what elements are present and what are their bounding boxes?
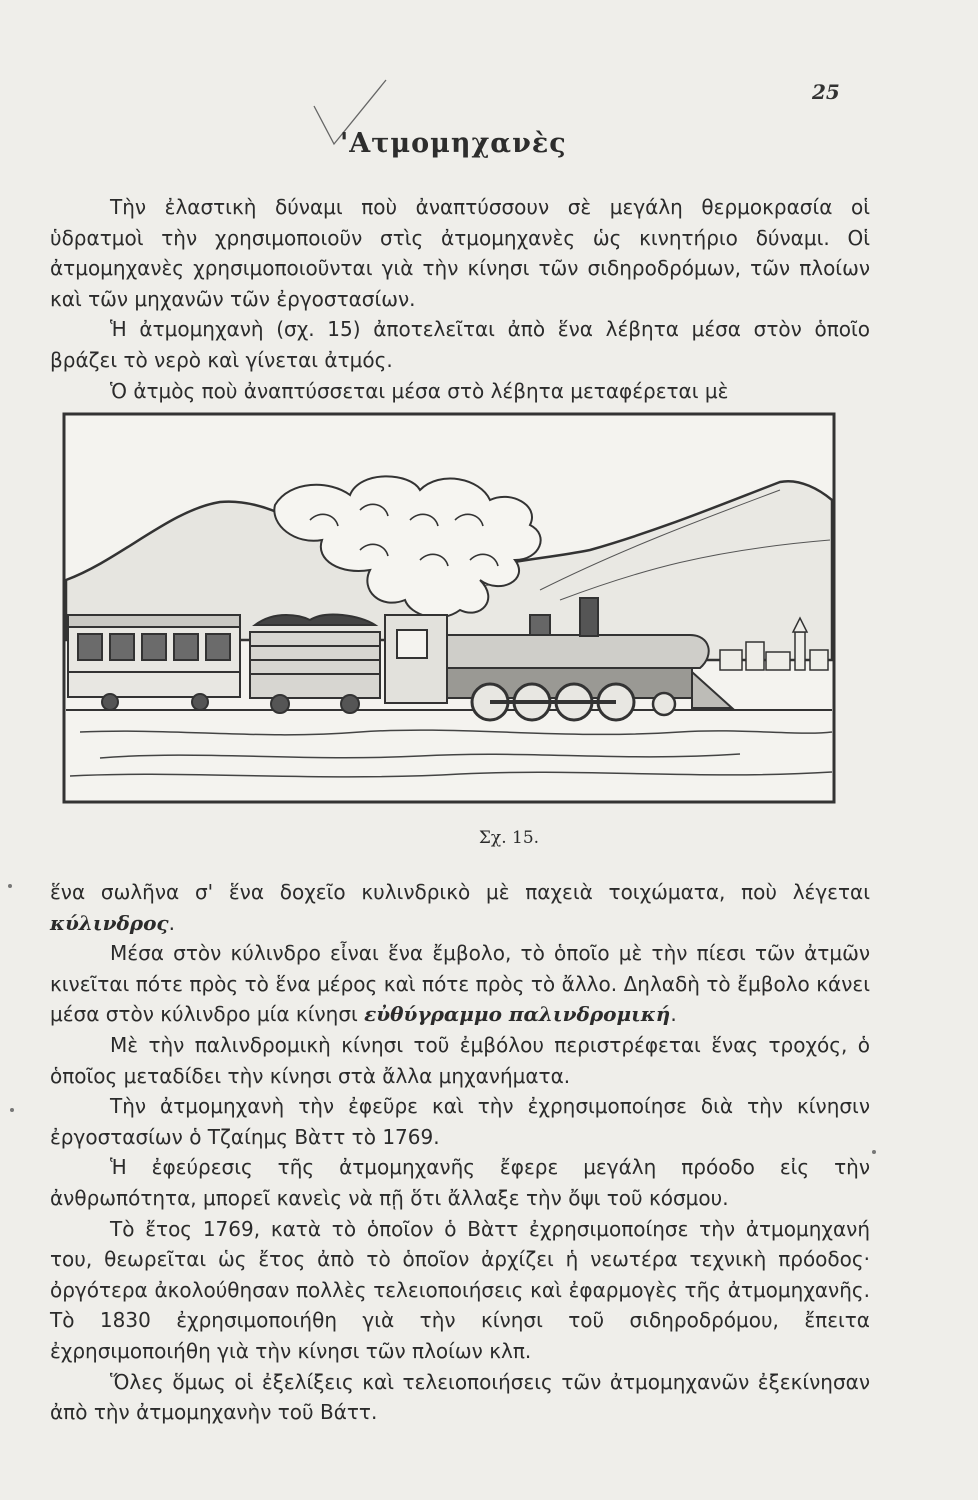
figure-caption: Σχ. 15. xyxy=(478,828,540,848)
margin-mark xyxy=(8,884,12,888)
paragraph-boiler: Ἡ ἀτμομηχανὴ (σχ. 15) ἀποτελεῖται ἀπὸ ἕνα λέβητα μέσα στὸν ὁποῖο βράζει τὸ νερὸ καὶ γίνεται ἀτμός. xyxy=(50,317,870,372)
cylinder-text-end: . xyxy=(168,910,175,935)
paragraph-steam: Ὁ ἀτμὸς ποὺ ἀναπτύσσεται μέσα στὸ λέβητα μεταφέρεται μὲ xyxy=(110,378,729,403)
paragraph-evolution: Ὅλες ὅμως οἱ ἐξελίξεις καὶ τελειοποιήσεις τῶν ἀτμομηχανῶν ἐξεκίνησαν ἀπὸ τὴν ἀτμομηχανὴν τοῦ Βάττ. xyxy=(50,1369,870,1425)
top-text-block xyxy=(50,192,870,406)
paragraph-1769: Τὸ ἔτος 1769, κατὰ τὸ ὁποῖον ὁ Βὰττ ἐχρησιμοποίησε τὴν ἀτμομηχανή του, θεωρεῖται ὡς ἔτος ἀπὸ τὸ ὁποῖον ἀρχίζει ἡ νεωτέρα τεχνικὴ πρόοδος· ὀργότερα ἀκολούθησαν πολλὲς τελειοποιήσεις καὶ ἐφαρμογὲς τῆς ἀτμομηχανῆς. Τὸ 1830 ἐχρησιμοποιήθη γιὰ τὴν κίνησι τοῦ σιδηροδρόμου, ἔπειτα ἐχρησιμοποιήθη γιὰ τὴν κίνησι τῶν πλοίων κλπ. xyxy=(50,1216,870,1363)
bottom-text-block xyxy=(50,877,870,1428)
paragraph-progress: Ἡ ἐφεύρεσις τῆς ἀτμομηχανῆς ἔφερε μεγάλη πρόοδο εἰς τὴν ἀνθρωπότητα, μπορεῖ κανεὶς νὰ πῇ ὅτι ἄλλαξε τὴν ὄψι τοῦ κόσμου. xyxy=(50,1155,870,1210)
term-cylinder: κύλινδρος xyxy=(50,910,169,935)
page-title: 'Ατμομηχανὲς xyxy=(340,128,567,159)
margin-mark xyxy=(872,1150,876,1154)
locomotive-illustration xyxy=(60,410,846,808)
passenger-car xyxy=(68,615,240,710)
margin-mark xyxy=(10,1108,14,1112)
paragraph-intro: Τὴν ἐλαστικὴ δύναμι ποὺ ἀναπτύσσουν σὲ μεγάλη θερμοκρασία οἱ ὑδρατμοὶ τὴν χρησιμοποιοῦν στὶς ἀτμομηχανὲς ὡς κινητήριο δύναμι. Οἱ ἀτμομηχανὲς χρησιμοποιοῦνται γιὰ τὴν κίνησι τῶν σιδηροδρόμων, τῶν πλοίων καὶ τῶν μηχανῶν τῶν ἐργοστασίων. xyxy=(50,195,870,311)
piston-text: Μέσα στὸν κύλινδρο εἶναι ἕνα ἔμβολο, τὸ ὁποῖο μὲ τὴν πίεσι τῶν ἀτμῶν κινεῖται πότε πρὸς τὸ ἕνα μέρος καὶ πότε πρὸς τὸ ἄλλο. Δηλαδὴ τὸ ἔμβολο κάνει μέσα στὸν κύλινδρο μία κίνησι xyxy=(50,941,870,1027)
cylinder-text: ἕνα σωλῆνα σ' ἕνα δοχεῖο κυλινδρικὸ μὲ παχειὰ τοιχώματα, ποὺ λέγεται xyxy=(50,880,870,904)
paragraph-wheel: Μὲ τὴν παλινδρομικὴ κίνησι τοῦ ἐμβόλου περιστρέφεται ἕνας τροχός, ὁ ὁποῖος μεταδίδει τὴν κίνησι στὰ ἄλλα μηχανήματα. xyxy=(50,1032,870,1088)
paragraph-piston xyxy=(50,938,870,1030)
paragraph-cylinder xyxy=(50,877,870,938)
paragraph-watt-invention: Τὴν ἀτμομηχανὴ τὴν ἐφεῦρε καὶ τὴν ἐχρησιμοποίησε διὰ τὴν κίνησιν ἐργοστασίων ὁ Τζαίημς Βὰττ τὸ 1769. xyxy=(50,1094,870,1149)
piston-text-end: . xyxy=(670,1002,677,1027)
term-reciprocating: εὐθύγραμμο παλινδρομική xyxy=(364,1002,671,1027)
page-number: 25 xyxy=(812,80,840,104)
